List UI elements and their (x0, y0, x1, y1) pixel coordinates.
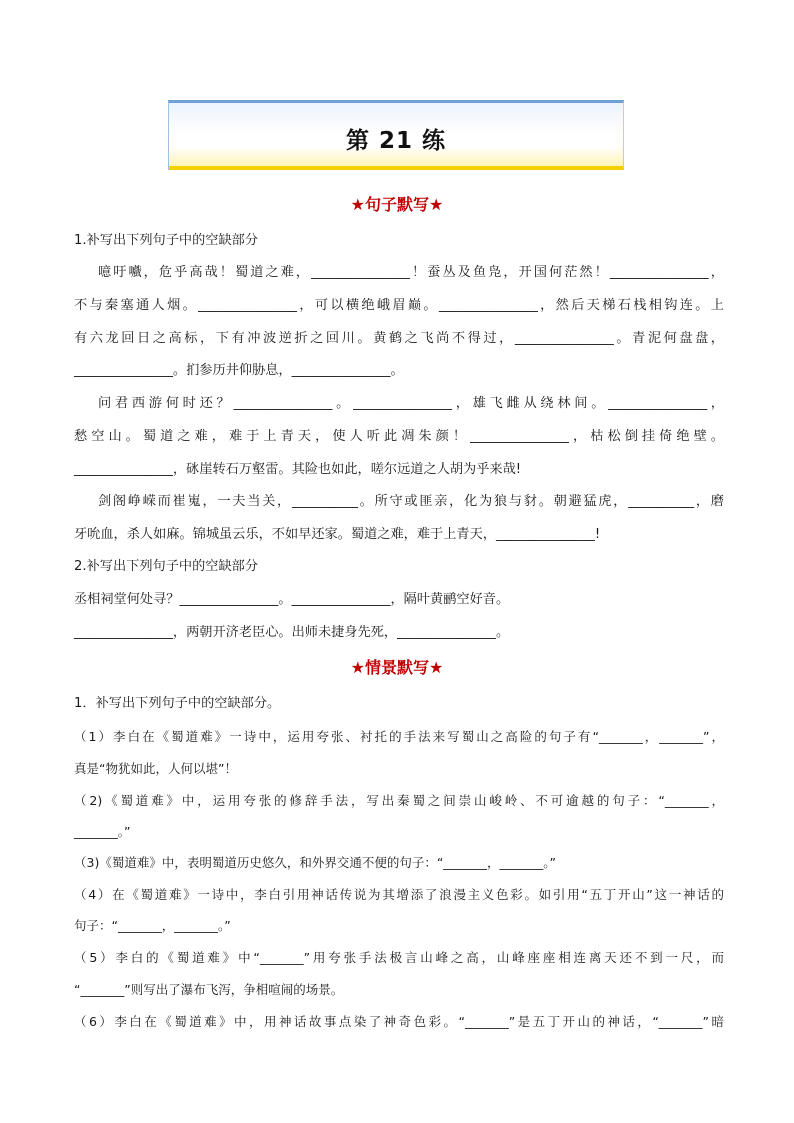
passage-line: _______________，两朝开济老臣心。出师未捷身先死，_______________。 (74, 625, 510, 640)
question-item: （5）李白的《蜀道难》中“_______”用夸张手法极言山峰之高，山峰座座相连离天还不到一尺，而 (74, 950, 724, 965)
page-title: 第 21 练 (345, 128, 447, 154)
passage-line: _______________。扪参历井仰胁息，_______________。 (74, 363, 404, 378)
question-1-label: 1．补写出下列句子中的空缺部分。 (74, 696, 281, 711)
passage-line: 愁空山。蜀道之难，难于上青天，使人听此凋朱颜！_______________，枯松倒挂倚绝壁。 (74, 429, 724, 444)
question-item: （1）李白在《蜀道难》一诗中，运用夸张、衬托的手法来写蜀山之高险的句子有“_______，_______”， (74, 729, 724, 744)
passage-line: 丞相祠堂何处寻？_______________。_______________，隔叶黄鹂空好音。 (74, 592, 510, 607)
question-item: 真是“物犹如此，人何以堪”！ (74, 761, 237, 776)
passage-line: 噫吁嚱，危乎高哉！蜀道之难，_______________！蚕丛及鱼凫，开国何茫然！_______________， (98, 265, 724, 280)
passage-line: 牙吮血，杀人如麻。锦城虽云乐，不如早还家。蜀道之难，难于上青天，_______________! (74, 527, 601, 542)
question-item: 句子：“_______，_______。” (74, 918, 231, 933)
passage-line: 剑阁峥嵘而崔嵬，一夫当关，__________。所守或匪亲，化为狼与豺。朝避猛虎，__________，磨 (98, 494, 724, 509)
question-item: （3)《蜀道难》中，表明蜀道历史悠久，和外界交通不便的句子：“_______，_______。” (74, 855, 557, 870)
question-item: （6）李白在《蜀道难》中，用神话故事点染了神奇色彩。“_______”是五丁开山的神话，“_______”暗 (74, 1014, 724, 1029)
passage-line: 问君西游何时还？_______________。_______________，雄飞雌从绕林间。_______________， (98, 396, 724, 411)
question-item: （2)《蜀道难》中，运用夸张的修辞手法，写出秦蜀之间崇山峻岭、不可逾越的句子：“_______， (74, 793, 724, 808)
passage-line: 有六龙回日之高标，下有冲波逆折之回川。黄鹤之飞尚不得过，_______________。青泥何盘盘， (74, 331, 724, 346)
section-heading-scene-dictation: ★情景默写★ (350, 658, 444, 677)
question-2-label: 2.补写出下列句子中的空缺部分 (74, 559, 259, 574)
question-item: （4）在《蜀道难》一诗中，李白引用神话传说为其增添了浪漫主义色彩。如引用“五丁开山”这一神话的 (74, 887, 724, 902)
question-item: _______。” (74, 824, 131, 839)
title-banner (168, 100, 624, 170)
passage-line: _______________，砯崖转石万壑雷。其险也如此，嗟尔远道之人胡为乎来哉! (74, 462, 522, 477)
passage-line: 不与秦塞通人烟。_______________，可以横绝峨眉巅。_______________，然后天梯石栈相钩连。上 (74, 298, 724, 313)
question-1-label: 1.补写出下列句子中的空缺部分 (74, 233, 259, 248)
question-item: “_______”则写出了瀑布飞泻，争相喧闹的场景。 (74, 982, 344, 997)
section-heading-sentence-dictation: ★句子默写★ (350, 195, 444, 214)
